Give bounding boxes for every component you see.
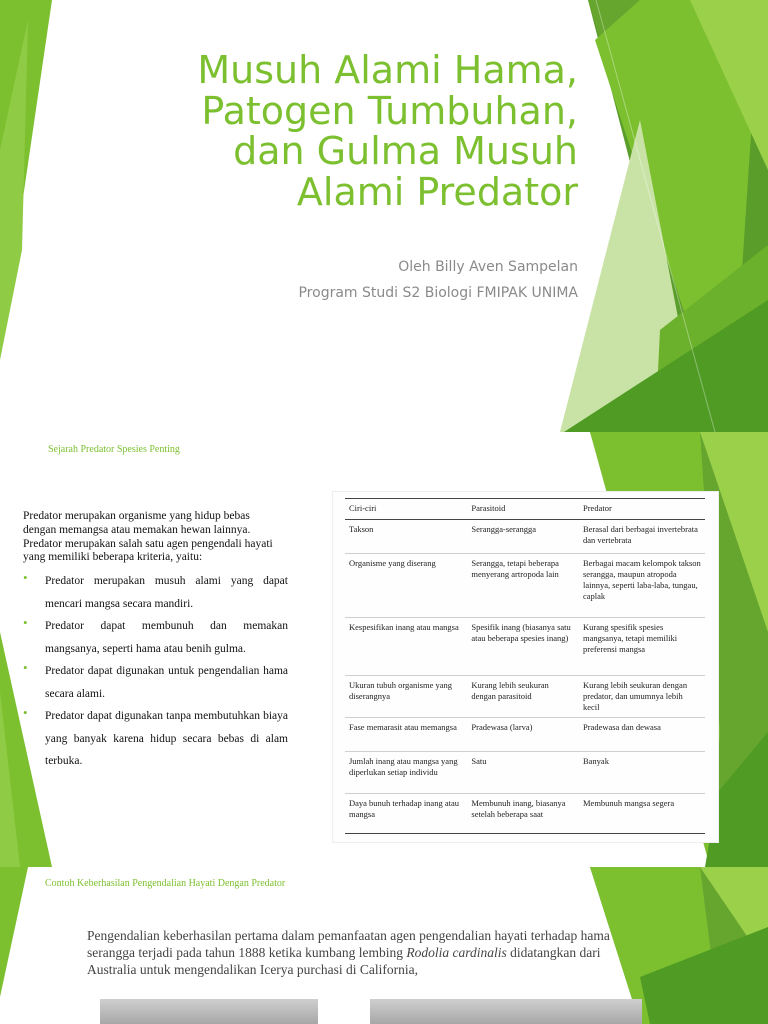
list-item: • Predator dapat membunuh dan memakan mangsanya, seperti hama atau benih gulma. — [23, 615, 288, 660]
table-cell: Kespesifikan inang atau mangsa — [345, 618, 467, 676]
parasitoid-predator-table — [345, 498, 705, 834]
title-line: Musuh Alami Hama, — [197, 48, 578, 92]
table-cell: Kurang spesifik spesies mangsanya, tetapi memiliki preferensi mangsa — [579, 618, 705, 676]
table-row — [345, 676, 705, 718]
history-paragraph: Pengendalian keberhasilan pertama dalam pemanfaatan agen pengendalian hayati terhadap hama serangga terjadi pada tahun 1888 ketika kumbang lembing Rodolia cardinalis didatangkan dari Australia untuk mengendalikan Icerya purchasi di California, — [87, 928, 610, 977]
table-cell: Banyak — [579, 752, 705, 794]
table-row — [345, 618, 705, 676]
table-cell: Serangga, tetapi beberapa menyerang artropoda lain — [467, 554, 579, 618]
table-cell: Spesifik inang (biasanya satu atau beberapa spesies inang) — [467, 618, 579, 676]
table-row — [345, 520, 705, 554]
table-cell: Daya bunuh terhadap inang atau mangsa — [345, 794, 467, 834]
bullet-icon: • — [23, 660, 28, 675]
table-cell: Satu — [467, 752, 579, 794]
presentation-title — [108, 50, 578, 213]
table-cell: Takson — [345, 520, 467, 554]
predator-history-slide — [0, 432, 768, 867]
table-cell: Serangga-serangga — [467, 520, 579, 554]
list-item: • Predator dapat digunakan tanpa membutuhkan biaya yang banyak karena hidup secara bebas di alam terbuka. — [23, 705, 288, 773]
comparison-table-panel — [333, 492, 718, 842]
table-cell: Jumlah inang atau mangsa yang diperlukan setiap individu — [345, 752, 467, 794]
table-cell: Kurang lebih seukuran dengan parasitoid — [467, 676, 579, 718]
table-cell: Membunuh inang, biasanya setelah beberapa saat — [467, 794, 579, 834]
program-subtitle: Program Studi S2 Biologi FMIPAK UNIMA — [298, 285, 578, 301]
table-cell: Organisme yang diserang — [345, 554, 467, 618]
column-header: Ciri-ciri — [345, 499, 467, 520]
bullet-icon: • — [23, 615, 28, 630]
column-header: Parasitoid — [467, 499, 579, 520]
title-slide — [0, 0, 768, 432]
table-row — [345, 718, 705, 752]
beetle-photo — [100, 999, 318, 1024]
table-cell: Berbagai macam kelompok takson serangga, maupun atropoda lainnya, seperti laba-laba, tungau, caplak — [579, 554, 705, 618]
author-subtitle: Oleh Billy Aven Sampelan — [398, 259, 578, 275]
scale-insect-photo — [370, 999, 642, 1024]
table-cell: Berasal dari berbagai invertebrata dan vertebrata — [579, 520, 705, 554]
success-example-slide — [0, 867, 768, 1024]
table-row — [345, 752, 705, 794]
bullet-icon: • — [23, 570, 28, 585]
species-name: Rodolia cardinalis — [406, 944, 507, 960]
table-cell: Kurang lebih seukuran dengan predator, dan umumnya lebih kecil — [579, 676, 705, 718]
table-cell: Pradewasa (larva) — [467, 718, 579, 752]
list-item: • Predator dapat digunakan untuk pengendalian hama secara alami. — [23, 660, 288, 705]
column-header: Predator — [579, 499, 705, 520]
table-cell: Membunuh mangsa segera — [579, 794, 705, 834]
criteria-list — [23, 570, 288, 773]
table-cell: Fase memarasit atau memangsa — [345, 718, 467, 752]
title-line: Alami Predator — [296, 169, 578, 214]
table-cell: Pradewasa dan dewasa — [579, 718, 705, 752]
bullet-icon: • — [23, 705, 28, 720]
table-row — [345, 794, 705, 834]
title-line: Patogen Tumbuhan, — [201, 88, 578, 133]
slide-heading: Contoh Keberhasilan Pengendalian Hayati Dengan Predator — [45, 878, 286, 889]
intro-paragraph: Predator merupakan organisme yang hidup bebas dengan memangsa atau memakan hewan lainnya. Predator merupakan salah satu agen pengendali hayati yang memiliki beberapa kriteria, yaitu: — [23, 510, 273, 564]
slide-heading: Sejarah Predator Spesies Penting — [48, 444, 180, 455]
table-row — [345, 554, 705, 618]
table-header-row — [345, 499, 705, 520]
list-item: • Predator merupakan musuh alami yang dapat mencari mangsa secara mandiri. — [23, 570, 288, 615]
title-line: dan Gulma Musuh — [233, 129, 578, 174]
table-cell: Ukuran tubuh organisme yang diserangnya — [345, 676, 467, 718]
